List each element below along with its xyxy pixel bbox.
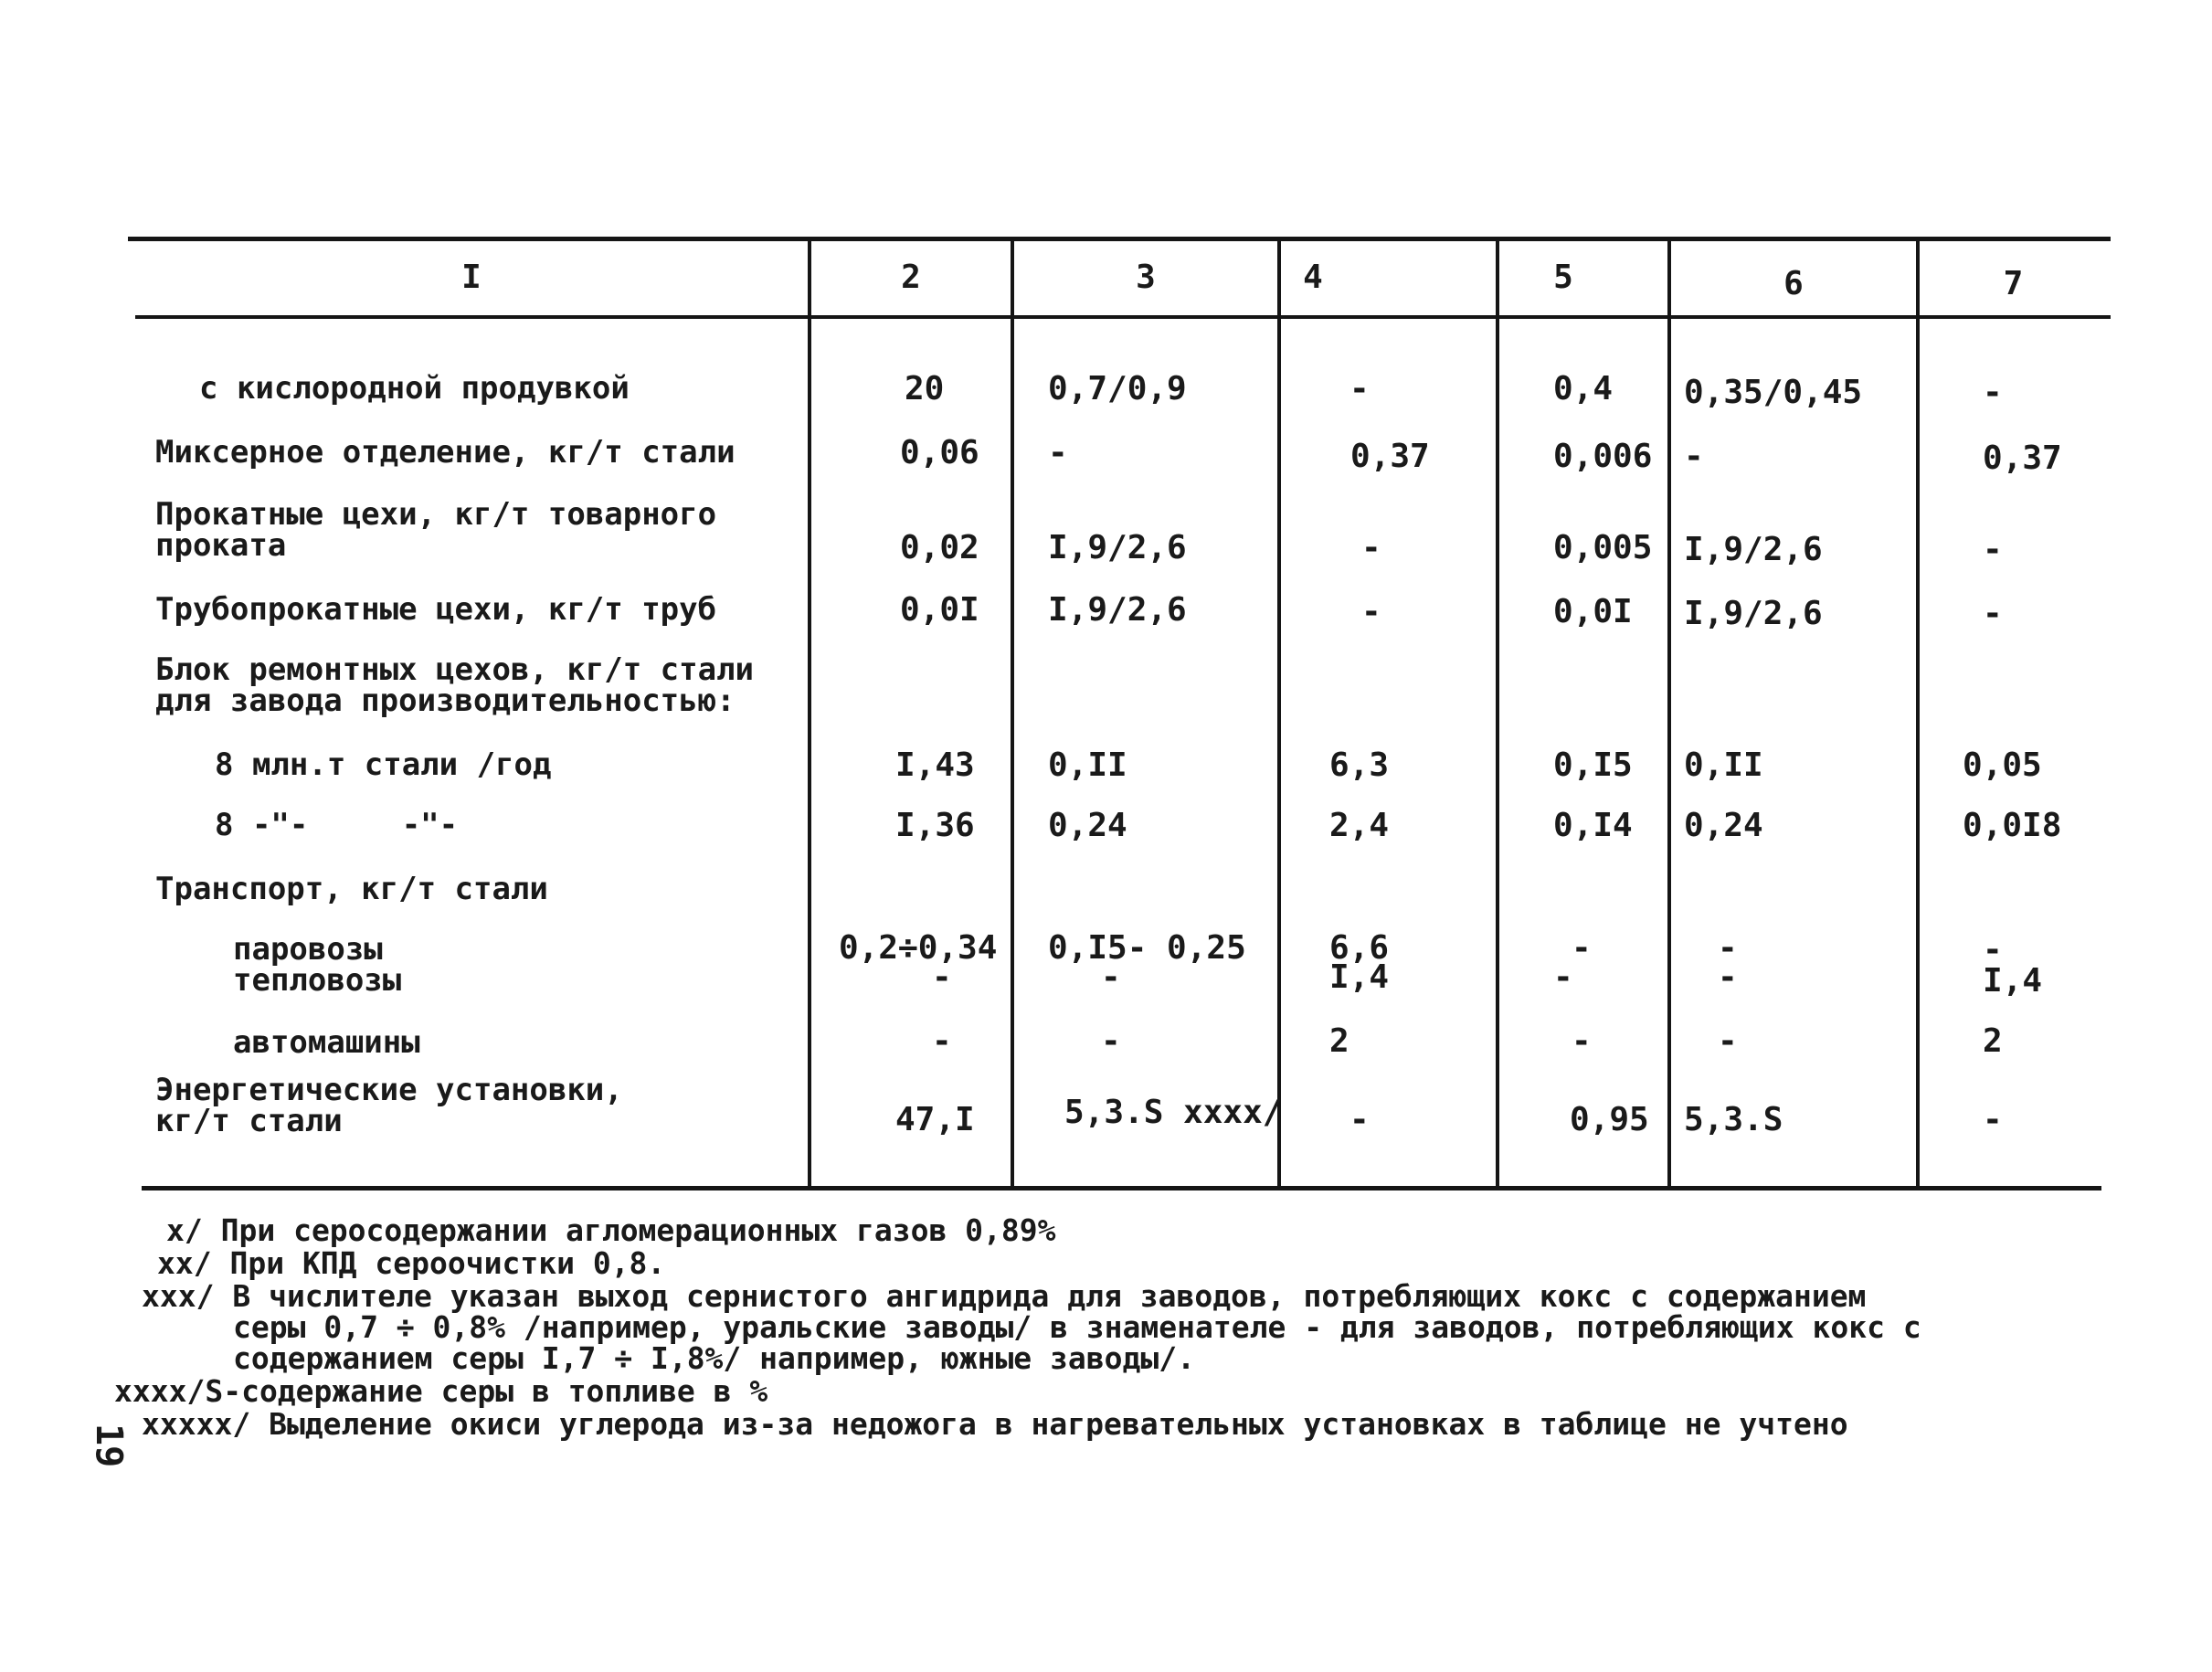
table-cell: 0,I5- 0,25 [1048, 929, 1246, 967]
table-cell: 2 [1983, 1022, 2003, 1060]
row-label-line-2: для завода производительностью: [155, 683, 736, 719]
table-cell: 0,4 [1553, 370, 1614, 407]
table-cell: - [932, 958, 952, 996]
table-cell: 0,0I8 [1963, 807, 2062, 844]
table-top-rule [128, 237, 2111, 241]
column-divider-6 [1916, 239, 1920, 1190]
header-col-3: 3 [1136, 259, 1156, 296]
table-cell: - [1684, 438, 1704, 475]
page-number: 19 [88, 1423, 130, 1468]
table-cell: I,9/2,6 [1048, 529, 1187, 566]
table-cell: - [1048, 434, 1068, 471]
footnote-3-end: содержанием серы I,7 ÷ I,8%/ например, южные заводы/. [233, 1340, 1195, 1376]
header-col-5: 5 [1553, 259, 1573, 296]
table-cell: - [1553, 958, 1573, 996]
table-cell: - [1983, 1101, 2003, 1138]
table-cell: - [1983, 931, 2003, 968]
table-cell: 6,3 [1329, 746, 1390, 784]
table-cell: I,36 [895, 807, 975, 844]
table-cell: 0,95 [1570, 1101, 1649, 1138]
table-cell: 47,I [895, 1101, 975, 1138]
row-label: с кислородной продувкой [199, 370, 630, 407]
row-label-line-2: проката [155, 527, 287, 564]
table-cell: - [1361, 593, 1381, 630]
column-divider-2 [1011, 239, 1014, 1190]
row-label: Миксерное отделение, кг/т стали [155, 434, 736, 471]
table-cell: 0,37 [1350, 438, 1430, 475]
table-cell: 0,37 [1983, 439, 2062, 477]
row-label-line-2: кг/т стали [155, 1103, 343, 1139]
table-cell: - [1572, 929, 1592, 967]
table-cell: 0,06 [900, 434, 979, 471]
header-col-2: 2 [901, 259, 921, 296]
table-cell: I,43 [895, 746, 975, 784]
footnote-4: xxxx/S-содержание серы в топливе в % [114, 1373, 768, 1409]
header-col-6: 6 [1783, 265, 1804, 302]
table-cell: I,9/2,6 [1684, 595, 1823, 632]
table-cell: - [1361, 529, 1381, 566]
row-label: Транспорт, кг/т стали [155, 871, 548, 907]
table-cell: - [1983, 531, 2003, 568]
table-cell: - [932, 1022, 952, 1060]
header-col-1: I [461, 259, 482, 296]
table-cell: 0,006 [1553, 438, 1653, 475]
table-cell: 0,02 [900, 529, 979, 566]
table-cell: I,4 [1329, 958, 1390, 996]
footnote-2: xx/ При КПД сероочистки 0,8. [157, 1245, 666, 1281]
table-cell: 0,I4 [1553, 807, 1633, 844]
table-cell: - [1101, 1022, 1121, 1060]
table-cell: 0,24 [1048, 807, 1127, 844]
table-cell: 5,3.S xxxx/ [1064, 1094, 1283, 1131]
column-divider-3 [1277, 239, 1281, 1190]
table-cell: 5,3.S [1684, 1101, 1783, 1138]
header-bottom-rule [135, 315, 2111, 319]
table-cell: 2,4 [1329, 807, 1390, 844]
table-cell: 0,0I [1553, 593, 1633, 630]
row-label: 8 млн.т стали /год [215, 746, 552, 783]
footnote-3-continued: серы 0,7 ÷ 0,8% /например, уральские заводы/ в знаменателе - для заводов, потребляющих кокс с [233, 1309, 1921, 1345]
table-cell: I,9/2,6 [1048, 591, 1187, 629]
table-cell: - [1983, 374, 2003, 411]
column-divider-4 [1496, 239, 1499, 1190]
footnote-3: xxx/ В числителе указан выход сернистого ангидрида для заводов, потребляющих кокс с содержанием [142, 1278, 1867, 1314]
table-cell: - [1718, 958, 1738, 996]
table-cell: I,4 [1983, 962, 2043, 1000]
table-cell: - [1718, 929, 1738, 967]
row-label-line-1: Блок ремонтных цехов, кг/т стали [155, 651, 755, 688]
row-label: 8 -"- -"- [215, 807, 459, 843]
row-label-line-1: паровозы [233, 931, 383, 968]
footnote-5: xxxxx/ Выделение окиси углерода из-за недожога в нагревательных установках в таблице не учтено [142, 1406, 1848, 1442]
header-col-7: 7 [2003, 265, 2024, 302]
row-label-line-1: Энергетические установки, [155, 1072, 623, 1108]
table-cell: 0,II [1684, 746, 1763, 784]
column-divider-5 [1667, 239, 1671, 1190]
table-cell: 0,05 [1963, 746, 2042, 784]
table-bottom-rule [142, 1186, 2101, 1191]
row-label: Трубопрокатные цехи, кг/т труб [155, 591, 717, 628]
table-cell: - [1101, 958, 1121, 996]
table-cell: 0,005 [1553, 529, 1653, 566]
table-cell: - [1349, 1101, 1370, 1138]
table-cell: - [1983, 595, 2003, 632]
header-col-4: 4 [1303, 259, 1323, 296]
row-label-line-2: тепловозы [233, 962, 402, 999]
table-cell: - [1718, 1022, 1738, 1060]
table-cell: 6,6 [1329, 929, 1390, 967]
table-cell: - [1349, 370, 1370, 407]
column-divider-1 [808, 239, 811, 1190]
table-cell: 0,35/0,45 [1684, 374, 1863, 411]
row-label-line-1: Прокатные цехи, кг/т товарного [155, 496, 717, 533]
table-cell: 0,7/0,9 [1048, 370, 1187, 407]
table-cell: 0,0I [900, 591, 979, 629]
row-label: автомашины [233, 1024, 420, 1061]
table-cell: - [1572, 1022, 1592, 1060]
table-cell: 0,I5 [1553, 746, 1633, 784]
table-cell: I,9/2,6 [1684, 531, 1823, 568]
table-cell: 20 [905, 370, 945, 407]
table-cell: 0,2÷0,34 [839, 929, 998, 967]
table-cell: 0,24 [1684, 807, 1763, 844]
table-cell: 0,II [1048, 746, 1127, 784]
table-cell: 2 [1329, 1022, 1349, 1060]
footnote-1: x/ При серосодержании агломерационных газов 0,89% [166, 1212, 1056, 1248]
